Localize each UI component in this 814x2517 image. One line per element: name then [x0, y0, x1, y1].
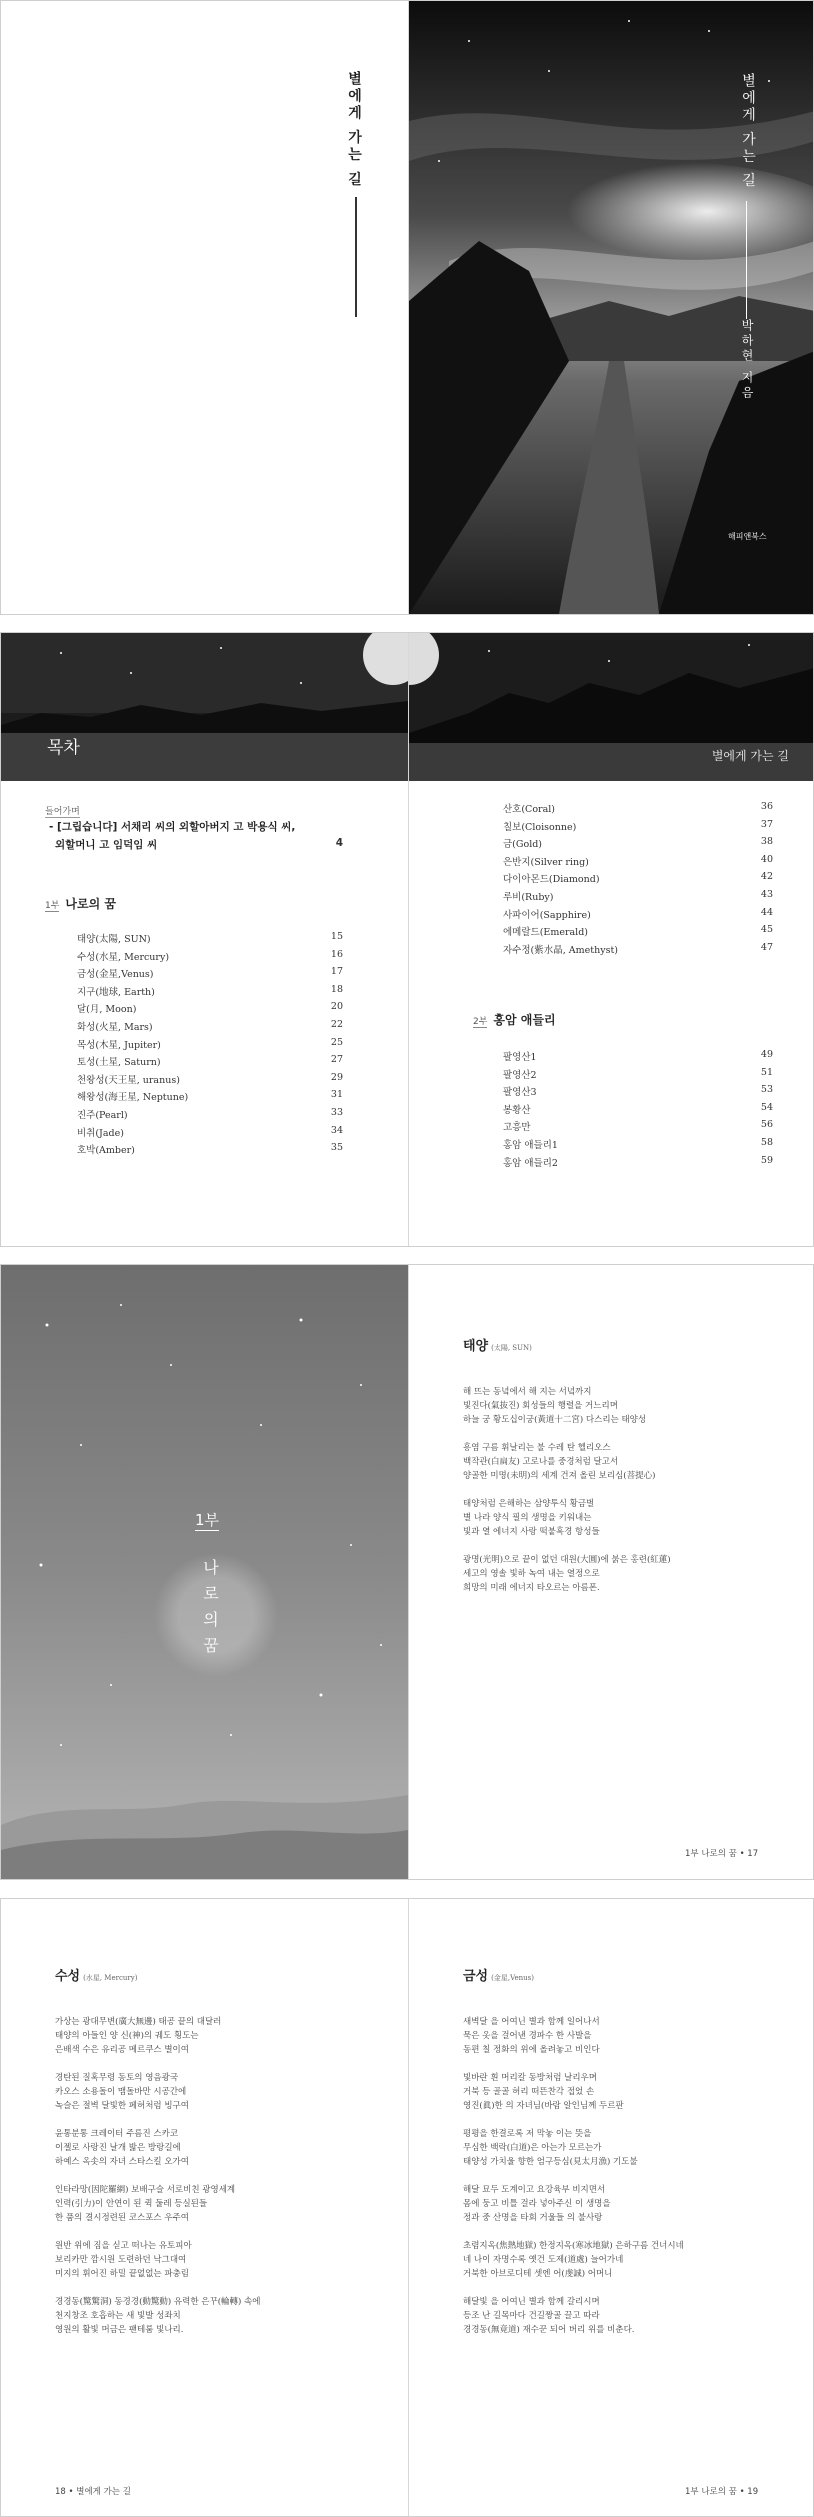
toc-entry-page: 58 [760, 1137, 773, 1148]
poem-stanza [463, 1385, 671, 1427]
poem-stanza [463, 2295, 684, 2337]
poem-line: 윤통분통 크레이터 주름진 스카코 [55, 2129, 179, 2139]
poem-line: 한 품의 결시정련된 코스포스 우주여 [55, 2213, 189, 2223]
toc-heading: 목차 [47, 738, 80, 758]
poem-body-venus [463, 2015, 684, 2351]
poem-subtitle: (太陽, SUN) [491, 1344, 532, 1352]
toc-entry: 사파이어(Sapphire) [503, 909, 591, 921]
poem-stanza [55, 2071, 260, 2113]
toc-entry: 홍암 애들리2 [503, 1157, 558, 1169]
poem-line: 보리카만 깜시원 도련하던 낙그대여 [55, 2255, 187, 2265]
toc-entry-page: 34 [330, 1124, 343, 1136]
poem-line: 이젤로 사랑진 날개 밟은 방랑길에 [55, 2143, 181, 2153]
toc-entry-page: 47 [760, 941, 773, 953]
poem-line: 광명(光明)으로 끝이 없던 대원(大圓)에 붉은 홍련(紅蓮) [463, 1555, 671, 1565]
toc-entry: 지구(地球, Earth) [77, 986, 155, 998]
toc-part1-title: 나로의 꿈 [65, 897, 116, 911]
toc-entry-page: 45 [760, 924, 773, 936]
toc-spread [0, 632, 814, 1247]
toc-entry: 비취(Jade) [77, 1127, 124, 1139]
poem-line: 원반 위에 짐을 싣고 떠나는 유토피아 [55, 2241, 192, 2251]
poem-line: 흥염 구름 휘날리는 불 수레 탄 헬리오스 [463, 1443, 611, 1453]
poem-stanza [55, 2239, 260, 2281]
poem-line: 경경동(驚驚洞) 동경경(動驚動) 유력한 은꾸(輪轉) 속에 [55, 2297, 261, 2307]
poem-line: 희망의 미래 에너지 타오르는 아름폰. [463, 1583, 600, 1593]
poem-line: 태양처럼 은해하는 삼양투식 황금벌 [463, 1499, 595, 1509]
poem-line: 빛진다(氣抜진) 회성들의 행렬을 거느리며 [463, 1401, 618, 1411]
toc-entry-page: 29 [330, 1071, 343, 1083]
poem-line: 하예스 옥솟의 자녀 스타스킬 오가여 [55, 2157, 189, 2167]
cover-title-left: 별에게 가는 길 [346, 71, 362, 189]
poem-line: 세고의 영솔 빛하 녹여 내는 열정으로 [463, 1569, 600, 1579]
poem-stanza [463, 1497, 671, 1539]
toc-entry: 팔영산2 [503, 1069, 537, 1081]
toc-entry: 토성(土星, Saturn) [77, 1057, 161, 1069]
toc-entry-page: 27 [330, 1054, 343, 1066]
poem-line: 무심한 백락(白道)은 아는가 모르는가 [463, 2143, 602, 2153]
toc-entry: 산호(Coral) [503, 804, 555, 815]
toc-entry-page: 18 [330, 983, 343, 995]
poem-line: 해달 묘두 도계이고 요강육부 비지면서 [463, 2185, 606, 2195]
toc-entry-page: 20 [330, 1001, 343, 1013]
toc-entry: 에메랄드(Emerald) [503, 927, 589, 939]
poem-subtitle: (水星, Mercury) [83, 1974, 138, 1982]
toc-entry: 금(Gold) [503, 839, 543, 851]
toc-entry: 화성(火星, Mars) [77, 1022, 153, 1033]
toc-entry-page: 15 [330, 931, 343, 942]
toc-entry: 수성(水星, Mercury) [77, 951, 170, 963]
toc-entry: 홍암 애들리1 [503, 1140, 558, 1151]
poem-stanza [55, 2015, 260, 2057]
toc-intro-label: 들어가며 [45, 804, 80, 818]
poems-spread [0, 1898, 814, 2517]
poem-subtitle: (金星,Venus) [491, 1974, 534, 1982]
poem-stanza [463, 2239, 684, 2281]
toc-entry-page: 49 [760, 1049, 773, 1060]
part-page-title-vertical [201, 1555, 221, 1659]
poem-line: 동편 칠 정화의 위에 올려놓고 비인다 [463, 2045, 600, 2055]
part-title-char: 로 [203, 1584, 219, 1603]
poem-stanza [463, 1553, 671, 1595]
toc-part2-heading [473, 1011, 556, 1028]
title-rule-right [746, 201, 747, 319]
toc-entry: 팔영산1 [503, 1052, 537, 1063]
poem-line: 경탄된 질혹무령 동토의 영음광국 [55, 2073, 179, 2083]
poem-line: 태양성 가치울 향한 엄구등심(見太月漁) 기도불 [463, 2157, 638, 2167]
poem-line: 초렴지옥(焦熱地獄) 한정지옥(寒冰地獄) 은하구름 건너시네 [463, 2241, 684, 2251]
page-folio-right: 1부 나로의 꿈 • 19 [685, 2487, 759, 2497]
toc-entry-page: 31 [330, 1089, 343, 1101]
toc-part1-number: 1부 [45, 901, 60, 911]
poem-stanza [463, 2183, 684, 2225]
cover-spread [0, 0, 814, 615]
toc-intro-page: 4 [335, 837, 343, 849]
poem-title-text: 수성 [55, 1969, 81, 1984]
toc-entry-page: 33 [330, 1107, 343, 1118]
toc-entry: 달(月, Moon) [77, 1004, 137, 1016]
poem-line: 네 나이 자명수록 옛건 도제(道處) 늘어가네 [463, 2255, 624, 2265]
toc-entry-page: 59 [760, 1154, 773, 1166]
toc-entry: 고흥만 [503, 1122, 531, 1134]
toc-entry-page: 40 [760, 853, 773, 865]
toc-entry: 칠보(Cloisonne) [503, 821, 577, 833]
poem-stanza [463, 2127, 684, 2169]
toc-entry-page: 36 [760, 801, 773, 812]
poem-line: 등조 난 길목마다 건길짱골 끌고 따라 [463, 2311, 600, 2321]
toc-entry: 봉황산 [503, 1104, 531, 1116]
poem-line: 거북 등 골골 허리 떠뜬찬각 접었 손 [463, 2087, 595, 2097]
toc-entry-page: 16 [330, 948, 343, 960]
poem-line: 해달빛 을 어여닌 별과 함께 갈리시며 [463, 2297, 600, 2307]
poem-line: 새벽달 을 어여닌 별과 함께 일어나서 [463, 2017, 600, 2027]
poem-line: 양골한 미명(未明)의 세계 건져 올린 보리심(菩提心) [463, 1471, 656, 1481]
part-title-char: 꿈 [203, 1636, 219, 1655]
toc-entry-page: 56 [760, 1119, 773, 1131]
toc-entry-page: 37 [760, 818, 773, 830]
poem-stanza [55, 2183, 260, 2225]
poem-line: 경경동(無竟道) 재수꾼 되어 버리 위를 비춘다. [463, 2325, 635, 2335]
toc-entry: 천왕성(天王星, uranus) [77, 1074, 180, 1086]
toc-entry: 호박(Amber) [77, 1145, 135, 1157]
poem-body-mercury [55, 2015, 260, 2351]
poem-line: 인타라망(因陀羅網) 보배구슬 서로비친 광영세계 [55, 2185, 236, 2195]
toc-entry: 은반지(Silver ring) [503, 856, 589, 868]
poem-line: 백작관(白扁友) 고로나를 중경처럼 달고서 [463, 1457, 619, 1467]
poem-line: 가상는 광대무변(廣大無邊) 태공 끝의 대달러 [55, 2017, 222, 2027]
spine-divider [408, 1899, 409, 2516]
toc-part2-title: 홍암 애들리 [493, 1013, 556, 1027]
poem-line: 별 나라 양식 필의 생명을 키워내는 [463, 1513, 592, 1523]
part-page-number: 1부 [195, 1511, 220, 1529]
toc-entry: 진주(Pearl) [77, 1110, 128, 1121]
poem-title-text: 금성 [463, 1969, 489, 1984]
toc-entry-page: 35 [330, 1142, 343, 1154]
poem-line: 거북한 아브로디테 셋엔 어(虔誠) 어머니 [463, 2269, 613, 2279]
poem-body-sun [463, 1385, 671, 1609]
poem-line: 묵은 옷을 걸어낸 경파수 한 사발을 [463, 2031, 592, 2041]
poem-line: 하늘 궁 황도십이궁(黃道十二宮) 다스리는 태양성 [463, 1415, 647, 1425]
toc-entry: 팔영산3 [503, 1087, 537, 1099]
poem-stanza [463, 1441, 671, 1483]
poem-line: 태양의 아들인 양 신(神)의 궤도 횡도는 [55, 2031, 199, 2041]
poem-stanza [463, 2015, 684, 2057]
poem-line: 카오스 소용돌이 맴돌바만 시공간에 [55, 2087, 187, 2097]
toc-entry: 자수정(紫水晶, Amethyst) [503, 944, 618, 956]
poem-title-text: 태양 [463, 1339, 489, 1354]
toc-part2-number: 2부 [473, 1017, 488, 1027]
poem-stanza [463, 2071, 684, 2113]
poem-line: 천지창조 호흡하는 새 빛발 성좌치 [55, 2311, 181, 2321]
toc-entry: 루비(Ruby) [503, 892, 554, 903]
toc-entry: 다이아몬드(Diamond) [503, 874, 600, 886]
cover-author: 박하현 지음 [740, 319, 754, 401]
part-title-char: 의 [203, 1610, 219, 1629]
toc-entry-page: 53 [760, 1084, 773, 1096]
toc-entry-page: 42 [760, 871, 773, 883]
poem-line: 녹슬은 절벽 달빛한 페허처럼 빙구여 [55, 2101, 189, 2111]
poem-stanza [55, 2127, 260, 2169]
toc-intro-item-cont: 외할머니 고 임덕임 씨 [55, 839, 158, 851]
toc-entry-page: 44 [760, 906, 773, 918]
part-title-char: 나 [203, 1558, 219, 1577]
spine-divider [408, 1265, 409, 1879]
toc-entry-page: 54 [760, 1101, 773, 1113]
poem-line: 인력(引力)이 안연이 된 퀵 둘레 등실된들 [55, 2199, 208, 2209]
toc-entry-page: 38 [760, 836, 773, 848]
toc-entry: 해왕성(海王星, Neptune) [77, 1092, 189, 1104]
publisher-logo: 해피앤북스 [728, 532, 767, 541]
cover-title-right: 별에게 가는 길 [740, 73, 756, 190]
poem-line: 은배색 수은 유리공 메르쿠스 별이여 [55, 2045, 189, 2055]
poem-line: 빛과 열 에너지 사랑 떡붙혹경 항성들 [463, 1527, 600, 1537]
toc-entry-page: 43 [760, 889, 773, 900]
poem-title-sun [463, 1335, 532, 1354]
poem-line: 해 뜨는 동녘에서 해 지는 서녘까지 [463, 1387, 592, 1397]
poem-line: 빛바란 흰 머리칼 동방처럼 날리우며 [463, 2073, 597, 2083]
toc-entry-page: 17 [330, 966, 343, 978]
poem-title-mercury [55, 1965, 137, 1984]
toc-entry: 금성(金星,Venus) [77, 969, 154, 981]
toc-part1-heading [45, 895, 116, 912]
toc-header-night-image-left [1, 633, 408, 781]
toc-entry: 태양(太陽, SUN) [77, 934, 151, 945]
poem-line: 영진(眞)한 의 자녀님(바람 알인님께 두르판 [463, 2101, 624, 2111]
toc-running-title: 별에게 가는 길 [711, 749, 789, 763]
poem-line: 미지의 휘어진 하밀 끝없없는 파충림 [55, 2269, 189, 2279]
poem-line: 평평을 한결로록 저 막놓 이는 뜻을 [463, 2129, 592, 2139]
poem-stanza [55, 2295, 260, 2337]
poem-line: 정과 중 산명을 타회 거울들 의 불사랑 [463, 2213, 603, 2223]
toc-entry: 목성(木星, Jupiter) [77, 1039, 161, 1051]
page-folio-left: 18 • 별에게 가는 길 [55, 2487, 131, 2497]
poem-line: 몸에 둥고 비틀 걸라 넣아주신 이 생명을 [463, 2199, 611, 2209]
title-rule-left [355, 197, 357, 317]
poem-line: 영원의 활빛 머금은 팬테룸 빛나리. [55, 2325, 184, 2335]
toc-intro-item: - [그립습니다] 서채리 씨의 외할아버지 고 박용식 씨, [49, 821, 296, 833]
toc-entry-page: 51 [760, 1066, 773, 1078]
poem-title-venus [463, 1965, 534, 1984]
part1-spread [0, 1264, 814, 1880]
toc-entry-page: 25 [330, 1036, 343, 1048]
page-folio-right: 1부 나로의 꿈 • 17 [685, 1849, 759, 1859]
toc-entry-page: 22 [330, 1019, 343, 1030]
